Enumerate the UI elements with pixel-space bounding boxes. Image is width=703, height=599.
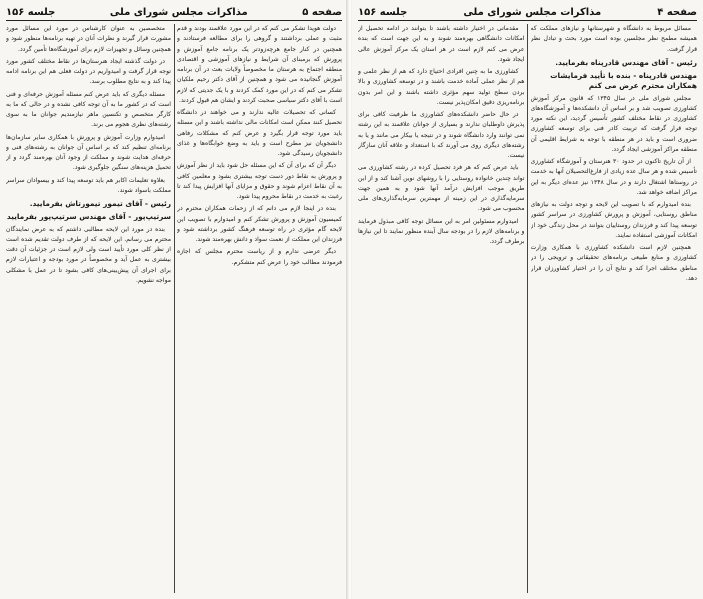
speaker-line: مهندس قادرپناه - بنده با تأیید فرمایشات همکاران محترم عرض می کنم <box>550 71 697 91</box>
right-page <box>352 0 703 599</box>
left-page-column-right <box>177 24 342 595</box>
journal-title: مذاکرات مجلس شورای ملی <box>109 6 248 18</box>
paragraph: امیدوارم وزارت آموزش و پرورش با همکاری سایر سازمان‌ها برنامه‌ای تنظیم کند که بر اساس آن جوانان به رشته‌های فنی و حرفه‌ای هدایت شوند و مملکت از وجود آنان بهره‌مند گردد و از تحمیل هزینه‌های سنگین جلوگیری شود. <box>6 133 171 172</box>
right-page-header <box>358 4 697 21</box>
speaker-line: رئیس - آقای تیمور تیمورتاش بفرمایید. <box>29 199 171 208</box>
paragraph: بنده در اینجا لازم می دانم که از زحمات همکاران محترم در کمیسیون آموزش و پرورش تشکر کنم و امیدوارم با تصویب این لایحه گام مؤثری در راه توسعه فرهنگ کشور برداشته شود و فرزندان این مملکت از نعمت سواد و دانش بهره‌مند شوند. <box>177 205 342 243</box>
paragraph: کسانی که تحصیلات عالیه ندارند و می خواهند در دانشگاه تحصیل کنند ممکن است امکانات مالی نداشته باشند و این مسئله باید مورد توجه قرار بگیرد و عرض کنم که مشکلات رفاهی دانشجویان نیز مطرح است و باید به وضع خوابگاه‌ها و غذای دانشجویان رسیدگی شود. <box>177 109 342 157</box>
right-page-column-left <box>358 24 525 595</box>
session-number: جلسه ۱۵۶ <box>6 6 56 18</box>
paragraph: دیگر عرضی ندارم و از ریاست محترم مجلس که اجازه فرمودند مطالب خود را عرض کنم متشکرم. <box>177 248 342 266</box>
left-page <box>0 0 348 599</box>
paragraph: مقدماتی در اختیار داشته باشند تا بتوانند در ادامه تحصیل از امکانات دانشگاهی بهره‌مند شوند و به این جهت است که بنده عرض می کنم لازم است در هر استان یک مرکز آموزش عالی ایجاد شود. <box>358 25 525 63</box>
page-number: صفحه ۵ <box>302 6 342 18</box>
speaker-line: رئیس - آقای مهندس قادرپناه بفرمایید. <box>555 57 697 67</box>
page-number: صفحه ۴ <box>657 6 697 18</box>
paragraph: دیگر آن که برای آن که این مسئله حل شود باید از نظر آموزش و پرورش به نقاط دور دست توجه بیشتری بشود و معلمین کافی به آن نقاط اعزام شوند و حقوق و مزایای آنها افزایش پیدا کند تا رغبت به خدمت در نقاط محروم پیدا شود. <box>177 162 342 200</box>
paragraph: از آن تاریخ تاکنون در حدود ۳۰ هنرستان و آموزشگاه کشاورزی تأسیس شده و هر سال عده زیادی از فارغ‌التحصیلان آنها به خدمت در روستاها اشتغال دارند و در سال ۱۳۴۸ نیز عده‌ای دیگر به این مراکز اضافه خواهد شد. <box>530 158 697 196</box>
paragraph: مجلس شورای ملی در سال ۱۳۴۵ که قانون مرکز آموزش کشاورزی تصویب شد و بر اساس آن دانشکده‌ها و آموزشگاه‌های کشاورزی در نقاط مختلف کشور تأسیس گردید، این نکته مورد توجه قرار گرفت که تربیت کادر فنی برای توسعه کشاورزی ضروری است و باید در هر منطقه با توجه به شرایط اقلیمی آن منطقه مراکز آموزشی ایجاد گردد. <box>530 94 697 153</box>
paragraph: همچنین لازم است دانشکده کشاورزی با همکاری وزارت کشاورزی و منابع طبیعی برنامه‌های تحقیقاتی و ترویجی را در مناطق مختلف اجرا کند و نتایج آن را در اختیار کشاورزان قرار دهد. <box>530 244 697 282</box>
paragraph: امیدوارم مسئولین امر به این مسائل توجه کافی مبذول فرمایند و برنامه‌های لازم را در بودجه سال آینده منظور نمایند تا این نیازها برطرف گردد. <box>358 217 525 245</box>
paragraph: دولت هویدا تشکر می کنم که در این مورد علاقمند بودند و قدم مثبت و عملی برداشتند و گروهی را برای مطالعه فرستادند و همچنین در کنار جامع هرچه‌زودتر یک برنامه جامع آموزش و پرورش که برمبنای آن شرایط و نیازهای آموزشی و اقتصادی منطقه اجتماع به هرستان ما مخصوصاً ولایات بعث در آن برنامه آموزش گنجانیده می شود و همچنین از آقای دکتر رحیم ملکیان تشکر می کنم که در این مورد کمک کردند و با یک جدیتی که لازم است با آقای دکتر سیاسی صحبت کردند و ایشان هم قبول کردند. <box>177 25 342 104</box>
journal-title: مذاکرات مجلس شورای ملی <box>463 6 602 18</box>
left-page-header <box>6 4 342 21</box>
paragraph: متخصصین به عنوان کارشناس در مورد این مسائل مورد مشورت قرار گیرند و نظرات آنان در تهیه برنامه‌ها منظور شود و همچنین وسائل و تجهیزات لازم برای آموزشگاه‌ها تأمین گردد. <box>6 25 171 53</box>
paragraph: بعلاوه تعلیمات اکابر هم باید توسعه پیدا کند و بیسوادان سراسر مملکت باسواد شوند. <box>6 176 171 194</box>
speaker-line: سرتیپ‌پور - آقای مهندس سرتیپ‌پور بفرمایید <box>6 212 171 222</box>
paragraph: کشاورزی ما به چنین افرادی احتیاج دارد که هم از نظر علمی و هم از نظر عملی آماده خدمت باشند و در توسعه کشاورزی و بالا بردن سطح تولید سهم مؤثری داشته باشند و این امر بدون برنامه‌ریزی دقیق امکان‌پذیر نیست. <box>358 68 525 106</box>
session-number: جلسه ۱۵۶ <box>358 6 408 18</box>
paragraph: باید عرض کنم که هر فرد تحصیل کرده در رشته کشاورزی می تواند چندین خانواده روستایی را با روشهای نوین آشنا کند و از این طریق موجب افزایش درآمد آنها شود و به همین جهت سرمایه‌گذاری در این زمینه از مهمترین سرمایه‌گذاری‌های ملی محسوب می شود. <box>358 164 525 213</box>
paragraph: بنده در مورد این لایحه مطالبی داشتم که به عرض نمایندگان محترم می رسانم. این لایحه که از طرف دولت تقدیم شده است از نظر کلی مورد تأیید است ولی لازم است در جزئیات آن دقت بیشتری به عمل آید و مخصوصاً در مورد بودجه و اعتبارات لازم برای اجرای آن پیش‌بینی‌های کافی بشود تا در عمل با مشکلی مواجه نشویم. <box>6 225 171 284</box>
paragraph: مسائل مربوط به دانشگاه و شهرستانها و نیازهای مملکت که همیشه مطمح نظر مجلسین بوده است مورد بحث و تبادل نظر قرار گرفت. <box>530 25 697 53</box>
paragraph: در دولت گذشته ایجاد هنرستان‌ها در نقاط مختلف کشور مورد توجه قرار گرفت و امیدواریم در دولت فعلی هم این برنامه ادامه پیدا کند و به نتایج مطلوب برسد. <box>6 57 171 86</box>
paragraph: مسئله دیگری که باید عرض کنم مسئله آموزش حرفه‌ای و فنی است که در کشور ما به آن توجه کافی نشده و در حالی که ما به کارگر متخصص و تکنسین ماهر نیازمندیم جوانان ما به سوی رشته‌های نظری هجوم می برند. <box>6 90 171 129</box>
right-page-column-right <box>531 24 698 595</box>
paragraph: در حال حاضر دانشکده‌های کشاورزی ما ظرفیت کافی برای پذیرش داوطلبان ندارند و بسیاری از جوانان علاقمند به این رشته نمی توانند وارد دانشگاه شوند و در نتیجه یا بیکار می مانند و یا به رشته‌های دیگری روی می آورند که با استعداد و علاقه آنان سازگار نیست. <box>358 111 525 159</box>
paragraph: بنده امیدوارم که با تصویب این لایحه و توجه دولت به نیازهای مناطق روستایی، آموزش و پرورش کشاورزی در سراسر کشور توسعه پیدا کند و فرزندان روستاییان بتوانند در محل زندگی خود از امکانات آموزشی استفاده نمایند. <box>530 201 697 239</box>
left-page-column-left <box>6 24 171 595</box>
